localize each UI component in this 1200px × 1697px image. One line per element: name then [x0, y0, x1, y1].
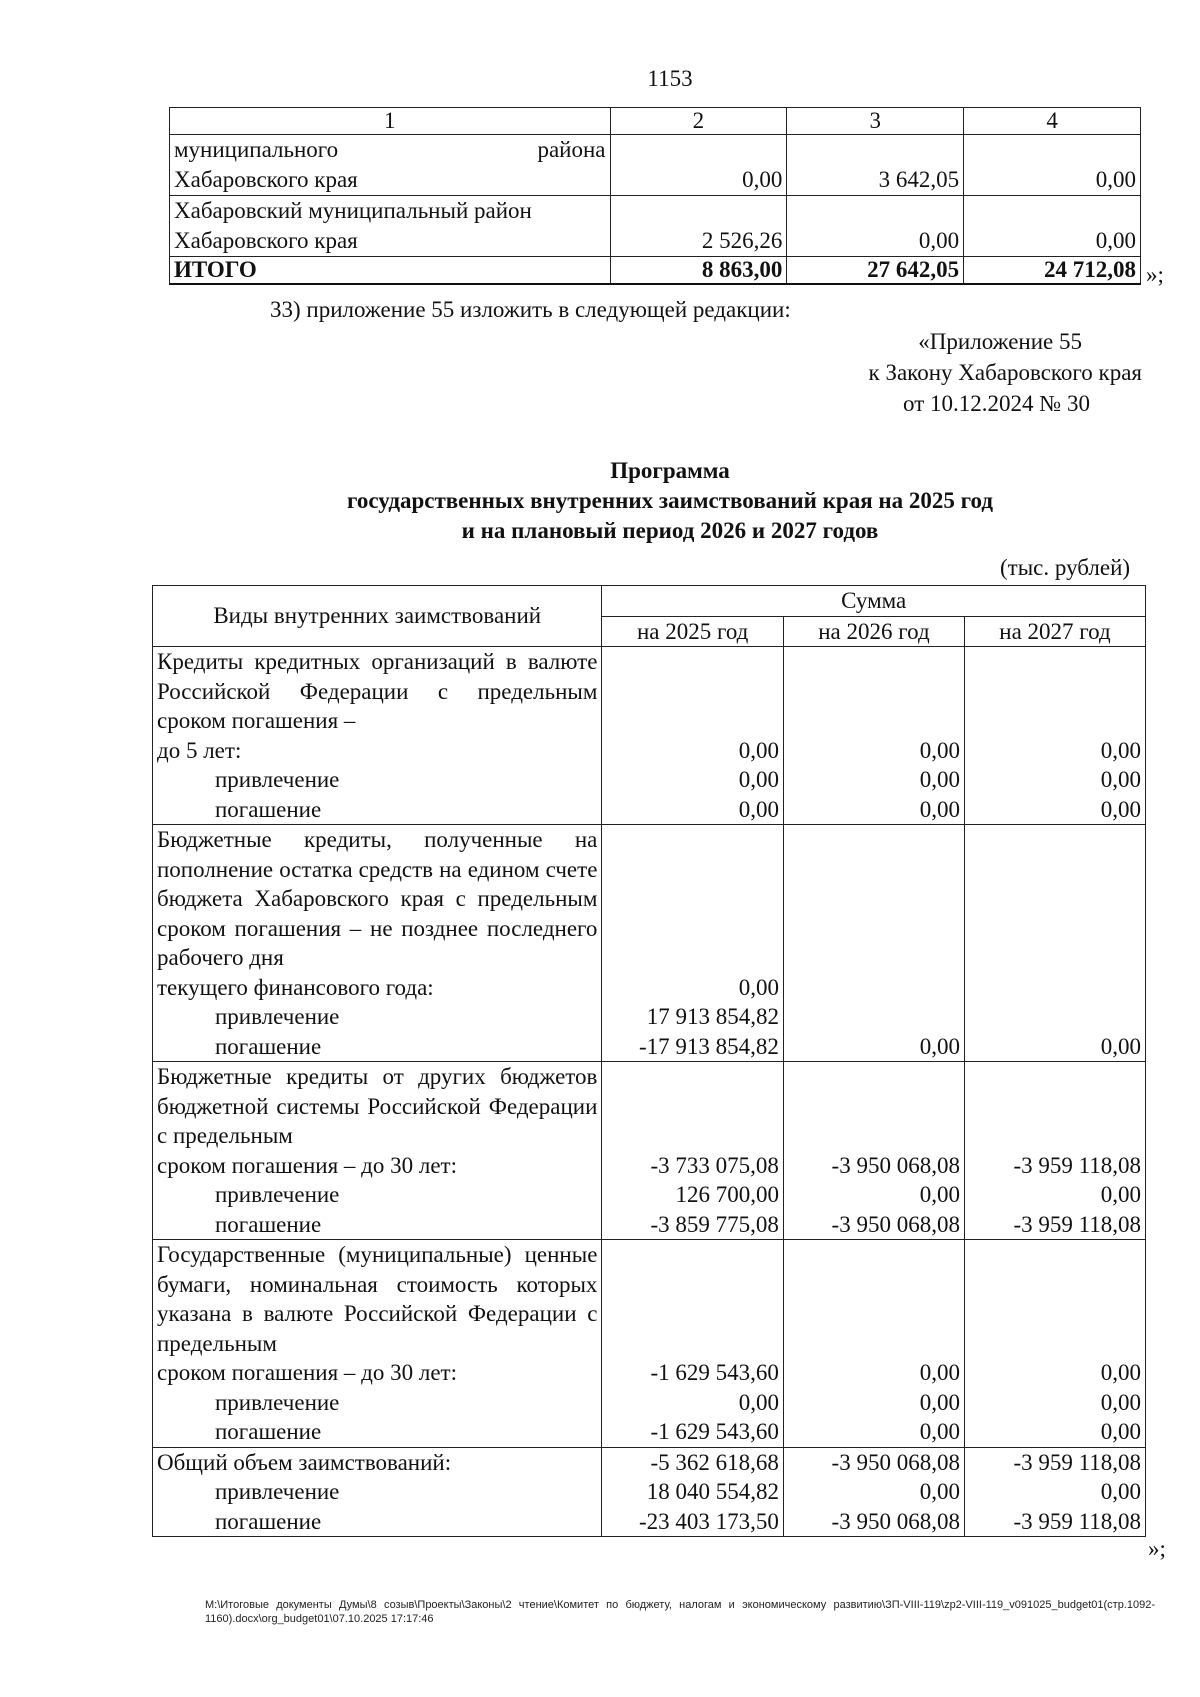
total-row [170, 257, 1141, 285]
amount-attraction: 0,00 [738, 1389, 779, 1415]
units-label: (тыс. рублей) [1000, 555, 1131, 580]
table-row [153, 647, 1146, 825]
table-row [153, 1062, 1146, 1240]
amount-repayment: -3 959 118,08 [1013, 1508, 1141, 1534]
amount-2026-cell [783, 1447, 964, 1537]
amount-total: -3 959 118,08 [1013, 1152, 1141, 1178]
borrowing-type-cell [153, 825, 602, 1062]
year-header-2025: на 2025 год [602, 616, 784, 647]
amount-attraction: 0,00 [919, 1479, 960, 1504]
appendix-number: «Приложение 55 [918, 329, 1082, 354]
borrowing-type-description: Кредиты кредитных организаций в валюте Российской Федерации с предельным сроком погашения – [157, 649, 598, 733]
program-title [150, 456, 1190, 546]
borrowing-type-cell [153, 1062, 602, 1240]
program-title-line2: государственных внутренних заимствований края на 2025 год [347, 488, 993, 513]
amount-attraction: 0,00 [919, 767, 960, 792]
grand-total-row [153, 1447, 1146, 1537]
amount-total: -3 950 068,08 [831, 1152, 960, 1178]
amount-2027-cell [964, 1062, 1145, 1240]
repayment-label: погашение [215, 1033, 322, 1059]
attraction-label: привлечение [215, 1182, 340, 1207]
amount-total: -1 629 543,60 [650, 1360, 779, 1385]
amount-repayment: 0,00 [919, 1033, 960, 1059]
amount-total: 0,00 [1100, 1360, 1141, 1385]
district-name-line1: муниципального района [174, 137, 606, 162]
district-name-line2: Хабаровского края [174, 228, 358, 253]
borrowing-type-description: Бюджетные кредиты, полученные на пополнение остатка средств на едином счете бюджета Хабаровского края с предельным сроком погашения – не позднее последнего рабочего дня [157, 827, 598, 970]
year-header-2026: на 2026 год [783, 616, 964, 647]
amount-2027-cell [964, 647, 1145, 825]
amount-repayment: 0,00 [919, 796, 960, 822]
amount-attraction: 18 040 554,82 [646, 1479, 779, 1504]
borrowing-type-cell [153, 1447, 602, 1537]
table-row [170, 196, 1141, 257]
amount-total: 0,00 [738, 737, 779, 763]
value-2025: 2 526,26 [610, 196, 787, 257]
program-title-line1: Программа [610, 458, 730, 483]
value-2026: 0,00 [787, 196, 964, 257]
total-2026: 27 642,05 [787, 257, 964, 285]
page-number: 1153 [647, 66, 693, 91]
table-row [170, 135, 1141, 196]
closing-quote-mark: »; [1146, 262, 1164, 287]
amount-attraction: 0,00 [919, 1389, 960, 1415]
district-name-line2: Хабаровского края [174, 167, 358, 192]
attraction-label: привлечение [215, 1479, 340, 1504]
amount-repayment: -3 959 118,08 [1013, 1211, 1141, 1237]
total-2027: 24 712,08 [964, 257, 1141, 285]
district-name-line1: Хабаровский муниципальный район [174, 198, 532, 223]
amount-total: 0,00 [738, 974, 779, 1000]
district-name-cell [170, 196, 611, 257]
borrowing-type-cell [153, 1240, 602, 1448]
amount-2027-cell [964, 1240, 1145, 1448]
borrowing-type-term: текущего финансового года: [157, 974, 434, 1000]
amount-2025-cell [602, 647, 784, 825]
repayment-label: погашение [215, 1211, 322, 1237]
amount-attraction: 0,00 [919, 1182, 960, 1207]
borrowing-type-term: до 5 лет: [157, 737, 242, 763]
borrowing-type-term: сроком погашения – до 30 лет: [157, 1152, 457, 1178]
repayment-label: погашение [215, 1508, 322, 1534]
appendix-heading [700, 326, 1142, 419]
attraction-label: привлечение [215, 1004, 340, 1029]
table-row [153, 825, 1146, 1062]
borrowing-type-description: Государственные (муниципальные) ценные бумаги, номинальная стоимость которых указана в валюте Российской Федерации с предельным [157, 1242, 598, 1356]
amount-total: -3 959 118,08 [1013, 1449, 1141, 1475]
amount-attraction: 0,00 [1100, 1389, 1141, 1415]
amount-repayment: -1 629 543,60 [650, 1419, 779, 1444]
col-number-4: 4 [964, 108, 1141, 135]
amount-2025-cell [602, 1240, 784, 1448]
amount-2026-cell [783, 1062, 964, 1240]
repayment-label: погашение [215, 1419, 322, 1444]
borrowing-type-description: Бюджетные кредиты от других бюджетов бюджетной системы Российской Федерации с предельным [157, 1064, 598, 1148]
value-2025: 0,00 [610, 135, 787, 196]
appendix-date: от 10.12.2024 № 30 [903, 391, 1090, 416]
amount-total: 0,00 [1100, 737, 1141, 763]
amount-attraction: 0,00 [1100, 767, 1141, 792]
amendment-item-33: 33) приложение 55 изложить в следующей редакции: [270, 297, 791, 322]
amount-repayment: -3 859 775,08 [650, 1211, 779, 1237]
amount-repayment: 0,00 [1100, 796, 1141, 822]
borrowing-program-table [152, 585, 1146, 1537]
amount-attraction: 17 913 854,82 [646, 1004, 779, 1029]
amount-repayment: -3 950 068,08 [831, 1211, 960, 1237]
amount-repayment: -23 403 173,50 [639, 1508, 779, 1534]
value-2026: 3 642,05 [787, 135, 964, 196]
amount-2026-cell [783, 1240, 964, 1448]
amount-2027-cell [964, 825, 1145, 1062]
amount-total: -5 362 618,68 [650, 1449, 779, 1475]
grand-total-label: Общий объем заимствований: [157, 1449, 452, 1475]
value-2027: 0,00 [964, 196, 1141, 257]
amount-2026-cell [783, 825, 964, 1062]
amount-total: -3 950 068,08 [831, 1449, 960, 1475]
year-header-2027: на 2027 год [964, 616, 1145, 647]
header-row [153, 586, 1146, 617]
amount-2025-cell [602, 1447, 784, 1537]
amount-2025-cell [602, 825, 784, 1062]
amount-repayment: 0,00 [738, 796, 779, 822]
repayment-label: погашение [215, 796, 322, 822]
amount-2025-cell [602, 1062, 784, 1240]
column-numbers-row [170, 108, 1141, 135]
amount-attraction: 0,00 [1100, 1182, 1141, 1207]
amount-repayment: 0,00 [1100, 1419, 1141, 1444]
amount-repayment: 0,00 [1100, 1033, 1141, 1059]
amount-repayment: -3 950 068,08 [831, 1508, 960, 1534]
col-number-2: 2 [610, 108, 787, 135]
amount-2027-cell [964, 1447, 1145, 1537]
col-number-3: 3 [787, 108, 964, 135]
sum-header: Сумма [602, 586, 1146, 617]
district-name-cell [170, 135, 611, 196]
amount-total: 0,00 [919, 737, 960, 763]
attraction-label: привлечение [215, 767, 340, 792]
appendix-law-ref: к Закону Хабаровского края [868, 360, 1142, 385]
attraction-label: привлечение [215, 1389, 340, 1415]
borrowing-type-term: сроком погашения – до 30 лет: [157, 1360, 457, 1385]
amount-repayment: -17 913 854,82 [639, 1033, 779, 1059]
borrowing-type-cell [153, 647, 602, 825]
amount-total: -3 733 075,08 [650, 1152, 779, 1178]
continuation-table [169, 107, 1141, 285]
total-label: ИТОГО [170, 257, 611, 285]
borrowing-types-header: Виды внутренних заимствований [153, 586, 602, 647]
table-row [153, 1240, 1146, 1448]
value-2027: 0,00 [964, 135, 1141, 196]
amount-repayment: 0,00 [919, 1419, 960, 1444]
amount-attraction: 0,00 [738, 767, 779, 792]
program-title-line3: и на плановый период 2026 и 2027 годов [461, 518, 879, 543]
amount-attraction: 0,00 [1100, 1479, 1141, 1504]
col-number-1: 1 [170, 108, 611, 135]
amount-2026-cell [783, 647, 964, 825]
closing-quote-mark: »; [1148, 1536, 1166, 1561]
file-path-footer: M:\Итоговые документы Думы\8 созыв\Проекты\Законы\2 чтение\Комитет по бюджету, налогам и экономическому развитию\ЗП-VIII-119\zp2-VIII-119_v091025_budget01(стр.1092-1160).docx\org_budget01\07.10.2025 17:17:46 [205, 1599, 1155, 1625]
total-2025: 8 863,00 [610, 257, 787, 285]
amount-total: 0,00 [919, 1360, 960, 1385]
amount-attraction: 126 700,00 [675, 1182, 779, 1207]
